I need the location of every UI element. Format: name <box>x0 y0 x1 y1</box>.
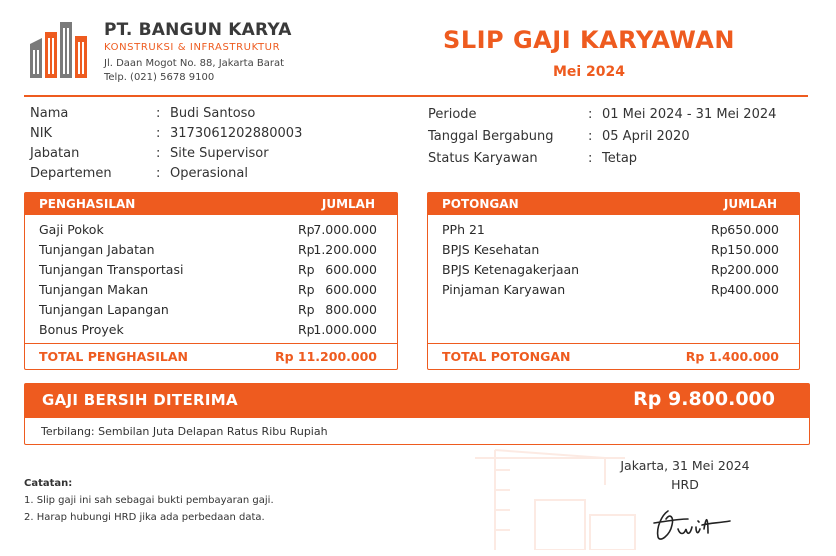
info-row-periode <box>428 104 808 126</box>
net-salary-amount: Rp 9.800.000 <box>633 388 775 410</box>
info-label: Nama <box>30 106 69 121</box>
table-row <box>25 300 397 320</box>
crane-watermark-icon <box>455 440 655 550</box>
info-label: Status Karyawan <box>428 151 538 166</box>
item-name: Tunjangan Makan <box>39 282 149 297</box>
company-tagline: KONSTRUKSI & INFRASTRUKTUR <box>104 42 281 53</box>
deductions-header-amount: JUMLAH <box>723 197 777 211</box>
company-address: Jl. Daan Mogot No. 88, Jakarta Barat <box>104 58 285 69</box>
item-amount: 150.000 <box>727 242 779 257</box>
earnings-header-label: PENGHASILAN <box>39 197 136 211</box>
table-row <box>428 240 799 260</box>
table-row <box>25 280 397 300</box>
item-name: Tunjangan Lapangan <box>39 302 169 317</box>
item-name: Pinjaman Karyawan <box>442 282 566 297</box>
item-name: BPJS Kesehatan <box>442 242 540 257</box>
note-item: 1. Slip gaji ini sah sebagai bukti pembayaran gaji. <box>24 495 274 506</box>
item-amount: 200.000 <box>727 262 779 277</box>
info-colon: : <box>156 126 161 141</box>
info-value: Operasional <box>170 166 248 181</box>
info-label: Periode <box>428 107 477 122</box>
info-label: Jabatan <box>30 146 80 161</box>
earnings-header-amount: JUMLAH <box>321 197 375 211</box>
info-colon: : <box>588 107 593 122</box>
earnings-total-label: TOTAL PENGHASILAN <box>39 349 189 364</box>
info-row-departemen <box>30 164 410 184</box>
earnings-table <box>24 192 398 370</box>
item-currency: Rp <box>711 242 728 257</box>
item-name: Tunjangan Jabatan <box>39 242 155 257</box>
deductions-total <box>428 343 799 369</box>
info-colon: : <box>156 166 161 181</box>
net-salary-header <box>25 384 809 418</box>
item-name: Tunjangan Transportasi <box>39 262 184 277</box>
net-salary-box <box>24 383 810 445</box>
info-colon: : <box>588 151 593 166</box>
info-label: NIK <box>30 126 53 141</box>
deductions-total-label: TOTAL POTONGAN <box>442 349 571 364</box>
info-row-status <box>428 148 808 170</box>
info-value: 3173061202880003 <box>170 126 303 141</box>
deductions-table <box>427 192 800 370</box>
item-amount: 600.000 <box>325 282 377 297</box>
item-amount: 400.000 <box>727 282 779 297</box>
period-info <box>428 104 808 170</box>
earnings-items <box>25 220 397 340</box>
slip-month: Mei 2024 <box>552 64 626 80</box>
item-name: PPh 21 <box>442 222 485 237</box>
item-currency: Rp <box>298 302 315 317</box>
signature-role: HRD <box>671 477 699 492</box>
company-logo-icon <box>28 18 90 78</box>
info-value: Tetap <box>602 151 638 166</box>
item-name: BPJS Ketenagakerjaan <box>442 262 580 277</box>
info-row-tanggal-bergabung <box>428 126 808 148</box>
item-currency: Rp <box>298 242 315 257</box>
info-colon: : <box>156 146 161 161</box>
header-divider <box>24 95 808 97</box>
signature-block <box>600 458 770 492</box>
item-currency: Rp <box>298 282 315 297</box>
info-row-jabatan <box>30 144 410 164</box>
net-salary-in-words: Terbilang: Sembilan Juta Delapan Ratus Ribu Rupiah <box>41 425 328 438</box>
deductions-header-label: POTONGAN <box>442 197 519 211</box>
company-name: PT. BANGUN KARYA <box>104 20 292 40</box>
item-currency: Rp <box>298 322 315 337</box>
deductions-header <box>428 193 799 215</box>
item-amount: 1.000.000 <box>313 322 377 337</box>
notes-title: Catatan: <box>24 478 73 489</box>
table-row <box>25 220 397 240</box>
table-row <box>25 240 397 260</box>
signature-place-date: Jakarta, 31 Mei 2024 <box>620 458 750 473</box>
item-name: Bonus Proyek <box>39 322 124 337</box>
table-row <box>25 260 397 280</box>
net-salary-label: GAJI BERSIH DITERIMA <box>42 391 238 409</box>
item-amount: 600.000 <box>325 262 377 277</box>
item-amount: 800.000 <box>325 302 377 317</box>
slip-title: SLIP GAJI KARYAWAN <box>443 26 735 54</box>
table-row <box>428 280 799 300</box>
earnings-total-amount: Rp 11.200.000 <box>274 349 377 364</box>
info-row-nama <box>30 104 410 124</box>
info-value: Budi Santoso <box>170 106 256 121</box>
item-amount: 1.200.000 <box>313 242 377 257</box>
info-label: Tanggal Bergabung <box>428 129 554 144</box>
employee-info <box>30 104 410 184</box>
info-value: 01 Mei 2024 - 31 Mei 2024 <box>602 107 777 122</box>
item-currency: Rp <box>711 222 728 237</box>
earnings-total <box>25 343 397 369</box>
table-row <box>428 220 799 240</box>
item-amount: 650.000 <box>727 222 779 237</box>
deductions-items <box>428 220 799 300</box>
table-row <box>25 320 397 340</box>
notes <box>24 478 274 529</box>
info-colon: : <box>156 106 161 121</box>
info-colon: : <box>588 129 593 144</box>
item-currency: Rp <box>298 222 315 237</box>
table-row <box>428 260 799 280</box>
item-currency: Rp <box>711 282 728 297</box>
info-label: Departemen <box>30 166 112 181</box>
signature-icon <box>648 505 738 545</box>
company-block <box>104 20 292 83</box>
deductions-total-amount: Rp 1.400.000 <box>685 349 779 364</box>
info-row-nik <box>30 124 410 144</box>
item-amount: 7.000.000 <box>313 222 377 237</box>
info-value: Site Supervisor <box>170 146 269 161</box>
note-item: 2. Harap hubungi HRD jika ada perbedaan data. <box>24 512 265 523</box>
company-phone: Telp. (021) 5678 9100 <box>104 72 215 83</box>
item-name: Gaji Pokok <box>39 222 104 237</box>
item-currency: Rp <box>711 262 728 277</box>
info-value: 05 April 2020 <box>602 129 690 144</box>
item-currency: Rp <box>298 262 315 277</box>
earnings-header <box>25 193 397 215</box>
